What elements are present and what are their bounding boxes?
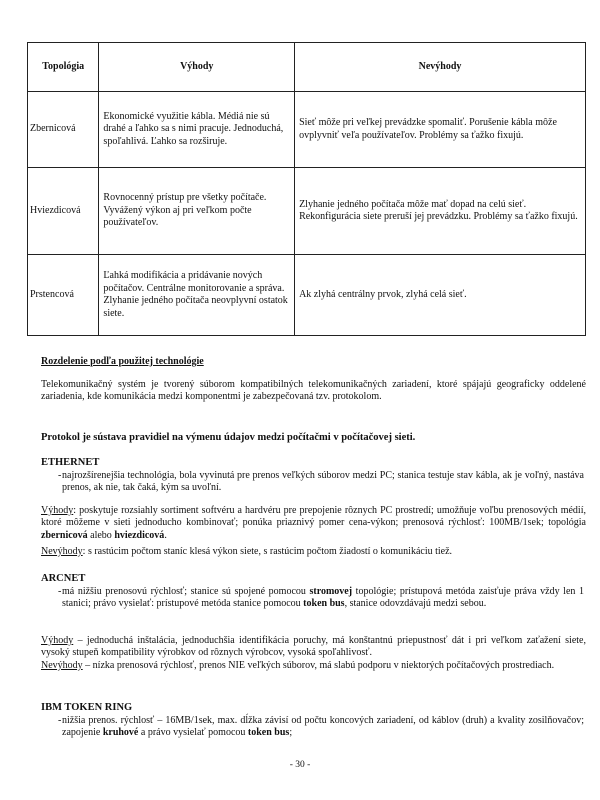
cons-text: – nízka prenosová rýchlosť, prenos NIE veľkých súborov, má slabú podporu v niektorých počítačových prostrediach. [82,660,555,671]
bullet-bold: token bus [303,598,345,610]
row-topology-name: Zbernicová [28,92,99,168]
cons-label: Nevýhody [41,546,83,557]
arcnet-cons [41,660,586,672]
arcnet-bullet [62,586,584,611]
ibm-heading: IBM TOKEN RING [41,702,133,713]
bullet-bold: kruhové [102,727,139,739]
pros-label: Výhody [41,635,74,646]
row-pros: Ľahká modifikácia a pridávanie nových počítačov. Centrálne monitorovanie a správa. Zlyhanie jedného počítača neovplyvní ostatok siete. [99,255,295,336]
arcnet-pros [41,635,586,660]
page-number: - 30 - [289,760,311,770]
pros-bold: zbernicová [41,529,88,541]
pros-text: : poskytuje rozsiahly sortiment softvéru a hardvéru pre prepojenie rôznych PC prostredí; umožňuje voľbu prenosových médií, ktoré môžeme v sieti jednoducho kombinovať; ponúka priaznivý pomer cena-výkon; prenosová rýchlosť: 100MB/1sek; topológia [41,505,586,529]
table-row [28,92,586,168]
cons-text: : s rastúcim počtom staníc klesá výkon siete, s rastúcim počtom žiadostí o komunikáciu tiež. [82,546,453,557]
bullet-text: ; [289,727,293,739]
pros-text: – jednoduchá inštalácia, jednoduchšia identifikácia poruchy, má konštantnú priepustnosť dát i pri veľkom zaťažení siete, vysoký stupeň kompatibility výrobkov od rôznych výrobcov, vysoká spoľahlivosť. [41,635,586,659]
pros-text: . [164,529,167,541]
header-topology: Topológia [28,43,99,92]
bullet-bold: token bus [247,727,290,739]
row-topology-name: Hviezdicová [28,168,99,255]
table-row [28,255,586,336]
row-cons: Zlyhanie jedného počítača môže mať dopad na celú sieť. Rekonfigurácia siete preruší jej prevádzku. Problémy sa ťažko fixujú. [295,168,586,255]
bullet-bold: stromovej [309,586,353,597]
ethernet-dash: - [58,470,62,481]
ethernet-pros [41,505,586,542]
pros-label: Výhody [41,505,74,516]
row-pros: Rovnocenný prístup pre všetky počítače. Vyvážený výkon aj pri veľkom počte používateľov. [99,168,295,255]
ethernet-heading: ETHERNET [41,457,100,468]
arcnet-heading: ARCNET [41,573,86,584]
bullet-text: , stanice odovzdávajú medzi sebou. [344,598,487,610]
header-pros: Výhody [99,43,295,92]
arcnet-dash: - [58,586,62,597]
bullet-text: má nižšiu prenosovú rýchlosť; stanice sú spojené pomocou [62,586,310,597]
topology-table [27,42,586,336]
bullet-text: nižšia prenos. rýchlosť – 16MB/1sek, max. dĺžka závisí od počtu koncových zariadení, od káblov (druh) a kvality zosilňovačov; zapojenie [62,715,584,739]
pros-text: alebo [87,529,115,541]
row-pros: Ekonomické využitie kábla. Médiá nie sú drahé a ľahko sa s nimi pracuje. Jednoduchá, spoľahlivá. Ľahko sa rozširuje. [99,92,295,168]
pros-bold: hviezdicová [114,529,165,541]
ibm-dash: - [58,715,62,726]
ethernet-bullet: najrozšírenejšia technológia, bola vyvinutá pre prenos veľkých súborov medzi PC; stanica testuje stav kábla, ak je voľný, nastáva prenos, ak nie, tak čaká, kým sa uvoľní. [62,470,584,494]
ethernet-cons [41,546,586,558]
header-cons: Nevýhody [295,43,586,92]
intro-paragraph: Telekomunikačný systém je tvorený súborom kompatibilných telekomunikačných zariadení, ktoré spájajú geograficky oddelené zariadenia, kde komunikácia medzi komponentmi je zabezpečovaná tzv. protokolom. [41,379,586,403]
ibm-bullet [62,715,584,740]
cons-label: Nevýhody [41,660,83,671]
bullet-text: topológie; prístupová metóda zaisťuje práva vždy len 1 stanici; právo vysielať: prístupové metóda stanice pomocou [62,586,584,610]
row-topology-name: Prstencová [28,255,99,336]
table-row [28,168,586,255]
section-title: Rozdelenie podľa použitej technológie [41,356,204,367]
bullet-text: a právo vysielať pomocou [138,727,248,739]
row-cons: Sieť môže pri veľkej prevádzke spomaliť. Porušenie kábla môže ovplyvniť veľa používateľov. Problémy sa ťažko fixujú. [295,92,586,168]
row-cons: Ak zlyhá centrálny prvok, zlyhá celá sieť. [295,255,586,336]
protocol-definition: Protokol je sústava pravidiel na výmenu údajov medzi počítačmi v počítačovej sieti. [41,432,416,443]
